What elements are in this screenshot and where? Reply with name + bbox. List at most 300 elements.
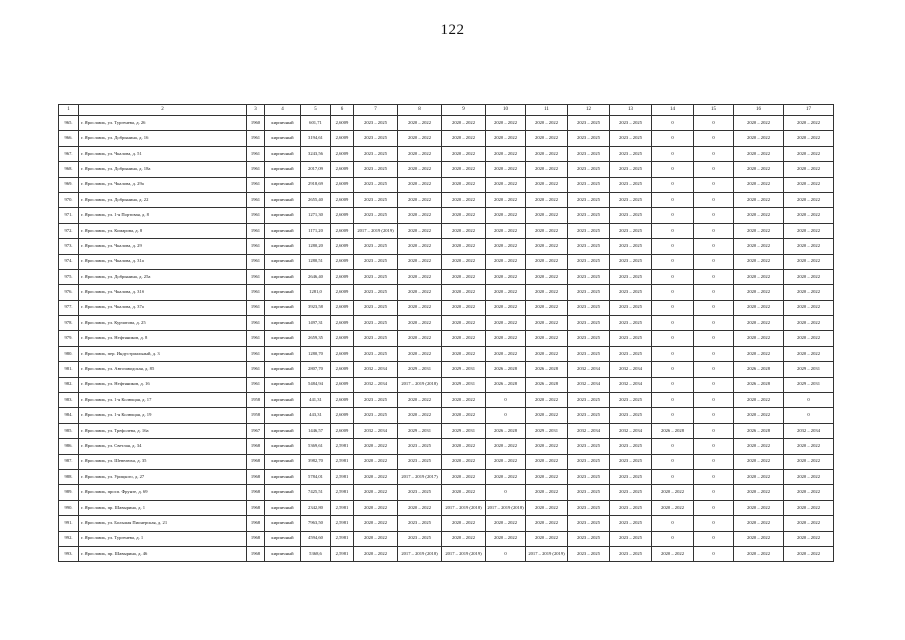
- coefficient-cell: 2,6009: [331, 377, 354, 392]
- period-col-10-cell: 2020 – 2022: [486, 300, 526, 315]
- wall-material-cell: кирпичный: [265, 192, 301, 207]
- period-col-15-cell: 0: [694, 254, 734, 269]
- address-cell: г. Ярославль, ул. Большая Пионерская, д. 21: [79, 516, 247, 531]
- period-col-8-cell: 2017 – 2019 (2018): [398, 377, 442, 392]
- address-cell: г. Ярославль, ул. Светлая, д. 34: [79, 439, 247, 454]
- period-col-7-cell: 2023 – 2025: [354, 239, 398, 254]
- period-col-7-cell: 2020 – 2022: [354, 546, 398, 561]
- year-built-cell: 1961: [247, 177, 265, 192]
- area-cell: 3982,70: [301, 454, 331, 469]
- column-number-2: 2: [79, 105, 247, 116]
- year-built-cell: 1961: [247, 239, 265, 254]
- column-number-1: 1: [59, 105, 79, 116]
- period-col-7-cell: 2023 – 2025: [354, 408, 398, 423]
- period-col-13-cell: 2023 – 2025: [610, 408, 652, 423]
- column-number-17: 17: [784, 105, 834, 116]
- year-built-cell: 1961: [247, 254, 265, 269]
- table-row: [59, 177, 834, 192]
- column-number-7: 7: [354, 105, 398, 116]
- coefficient-cell: 2,5981: [331, 454, 354, 469]
- period-col-16-cell: 2020 – 2022: [734, 469, 784, 484]
- period-col-13-cell: 2023 – 2025: [610, 300, 652, 315]
- period-col-13-cell: 2023 – 2025: [610, 131, 652, 146]
- table-row: [59, 516, 834, 531]
- period-col-12-cell: 2023 – 2025: [568, 146, 610, 161]
- period-col-10-cell: 2020 – 2022: [486, 146, 526, 161]
- period-col-9-cell: 2017 – 2019 (2018): [442, 500, 486, 515]
- period-col-17-cell: 2020 – 2022: [784, 331, 834, 346]
- period-col-17-cell: 2020 – 2022: [784, 208, 834, 223]
- period-col-13-cell: 2023 – 2025: [610, 239, 652, 254]
- table-row: [59, 316, 834, 331]
- coefficient-cell: 2,5981: [331, 439, 354, 454]
- period-col-10-cell: 2020 – 2022: [486, 239, 526, 254]
- area-cell: 3194,61: [301, 131, 331, 146]
- period-col-16-cell: 2020 – 2022: [734, 208, 784, 223]
- period-col-10-cell: 2020 – 2022: [486, 454, 526, 469]
- address-cell: г. Ярославль, ул. Чкалова, д. 29: [79, 239, 247, 254]
- year-built-cell: 1961: [247, 316, 265, 331]
- period-col-14-cell: 0: [652, 116, 694, 131]
- year-built-cell: 1960: [247, 116, 265, 131]
- period-col-8-cell: 2020 – 2022: [398, 331, 442, 346]
- row-number-cell: 984.: [59, 408, 79, 423]
- period-col-7-cell: 2023 – 2025: [354, 254, 398, 269]
- period-col-16-cell: 2020 – 2022: [734, 116, 784, 131]
- period-col-9-cell: 2020 – 2022: [442, 254, 486, 269]
- period-col-10-cell: 2017 – 2019 (2018): [486, 500, 526, 515]
- table-row: [59, 146, 834, 161]
- period-col-15-cell: 0: [694, 116, 734, 131]
- year-built-cell: 1968: [247, 546, 265, 561]
- wall-material-cell: кирпичный: [265, 331, 301, 346]
- coefficient-cell: 2,6009: [331, 116, 354, 131]
- area-cell: 5368,6: [301, 546, 331, 561]
- period-col-14-cell: 0: [652, 393, 694, 408]
- period-col-8-cell: 2020 – 2022: [398, 177, 442, 192]
- period-col-17-cell: 2020 – 2022: [784, 469, 834, 484]
- period-col-15-cell: 0: [694, 546, 734, 561]
- address-cell: г. Ярославль, ул. Чкалова, д. 51: [79, 146, 247, 161]
- period-col-7-cell: 2032 – 2034: [354, 377, 398, 392]
- period-col-7-cell: 2023 – 2025: [354, 393, 398, 408]
- area-cell: 443,31: [301, 408, 331, 423]
- row-number-cell: 979.: [59, 331, 79, 346]
- period-col-16-cell: 2020 – 2022: [734, 516, 784, 531]
- period-col-7-cell: 2020 – 2022: [354, 439, 398, 454]
- address-cell: г. Ярославль, пр. Шавырина, д. 1: [79, 500, 247, 515]
- row-number-cell: 981.: [59, 362, 79, 377]
- period-col-12-cell: 2023 – 2025: [568, 531, 610, 546]
- period-col-15-cell: 0: [694, 285, 734, 300]
- period-col-9-cell: 2020 – 2022: [442, 116, 486, 131]
- year-built-cell: 1968: [247, 531, 265, 546]
- row-number-cell: 972.: [59, 223, 79, 238]
- period-col-12-cell: 2023 – 2025: [568, 485, 610, 500]
- year-built-cell: 1958: [247, 408, 265, 423]
- year-built-cell: 1961: [247, 162, 265, 177]
- period-col-9-cell: 2017 – 2019 (2019): [442, 546, 486, 561]
- wall-material-cell: кирпичный: [265, 454, 301, 469]
- period-col-11-cell: 2020 – 2022: [526, 531, 568, 546]
- period-col-10-cell: 2026 – 2028: [486, 362, 526, 377]
- row-number-cell: 983.: [59, 393, 79, 408]
- row-number-cell: 968.: [59, 162, 79, 177]
- table-row: [59, 546, 834, 561]
- coefficient-cell: 2,5981: [331, 516, 354, 531]
- period-col-7-cell: 2023 – 2025: [354, 146, 398, 161]
- period-col-7-cell: 2020 – 2022: [354, 469, 398, 484]
- period-col-16-cell: 2020 – 2022: [734, 531, 784, 546]
- period-col-17-cell: 2020 – 2022: [784, 177, 834, 192]
- address-cell: г. Ярославль, пр. Шавырина, д. 46: [79, 546, 247, 561]
- period-col-12-cell: 2023 – 2025: [568, 346, 610, 361]
- period-col-11-cell: 2020 – 2022: [526, 408, 568, 423]
- address-cell: г. Ярославль, ул. 1-я Колющая, д. 19: [79, 408, 247, 423]
- period-col-12-cell: 2023 – 2025: [568, 208, 610, 223]
- period-col-14-cell: 0: [652, 239, 694, 254]
- page-number: 122: [440, 22, 465, 38]
- address-cell: г. Ярославль, ул. Чкалова, д. 29а: [79, 177, 247, 192]
- period-col-11-cell: 2020 – 2022: [526, 162, 568, 177]
- area-cell: 2655,40: [301, 192, 331, 207]
- area-cell: 5369,61: [301, 439, 331, 454]
- period-col-12-cell: 2023 – 2025: [568, 131, 610, 146]
- wall-material-cell: кирпичный: [265, 223, 301, 238]
- period-col-17-cell: 2020 – 2022: [784, 454, 834, 469]
- period-col-7-cell: 2023 – 2025: [354, 331, 398, 346]
- period-col-8-cell: 2020 – 2022: [398, 269, 442, 284]
- year-built-cell: 1961: [247, 331, 265, 346]
- table-row: [59, 346, 834, 361]
- period-col-7-cell: 2032 – 2034: [354, 362, 398, 377]
- period-col-15-cell: 0: [694, 316, 734, 331]
- period-col-13-cell: 2023 – 2025: [610, 331, 652, 346]
- wall-material-cell: кирпичный: [265, 469, 301, 484]
- address-cell: г. Ярославль, ул. Тургенева, д. 26: [79, 116, 247, 131]
- table-row: [59, 393, 834, 408]
- period-col-13-cell: 2023 – 2025: [610, 285, 652, 300]
- row-number-cell: 971.: [59, 208, 79, 223]
- column-number-3: 3: [247, 105, 265, 116]
- period-col-15-cell: 0: [694, 362, 734, 377]
- period-col-16-cell: 2020 – 2022: [734, 177, 784, 192]
- period-col-15-cell: 0: [694, 377, 734, 392]
- period-col-14-cell: 0: [652, 300, 694, 315]
- period-col-17-cell: 2020 – 2022: [784, 485, 834, 500]
- period-col-7-cell: 2023 – 2025: [354, 300, 398, 315]
- period-col-17-cell: 2020 – 2022: [784, 546, 834, 561]
- coefficient-cell: 2,6009: [331, 239, 354, 254]
- period-col-13-cell: 2023 – 2025: [610, 500, 652, 515]
- period-col-16-cell: 2020 – 2022: [734, 408, 784, 423]
- wall-material-cell: кирпичный: [265, 146, 301, 161]
- period-col-12-cell: 2023 – 2025: [568, 285, 610, 300]
- period-col-17-cell: 2020 – 2022: [784, 116, 834, 131]
- period-col-9-cell: 2020 – 2022: [442, 269, 486, 284]
- period-col-7-cell: 2032 – 2034: [354, 423, 398, 438]
- period-col-11-cell: 2020 – 2022: [526, 485, 568, 500]
- period-col-15-cell: 0: [694, 192, 734, 207]
- period-col-13-cell: 2023 – 2025: [610, 116, 652, 131]
- table-row: [59, 362, 834, 377]
- period-col-13-cell: 2023 – 2025: [610, 146, 652, 161]
- period-col-11-cell: 2026 – 2028: [526, 362, 568, 377]
- period-col-15-cell: 0: [694, 408, 734, 423]
- period-col-16-cell: 2020 – 2022: [734, 485, 784, 500]
- period-col-14-cell: 2020 – 2022: [652, 500, 694, 515]
- period-col-16-cell: 2020 – 2022: [734, 285, 784, 300]
- period-col-15-cell: 0: [694, 239, 734, 254]
- period-col-10-cell: 2020 – 2022: [486, 208, 526, 223]
- period-col-13-cell: 2023 – 2025: [610, 223, 652, 238]
- address-cell: г. Ярославль, ул. Трефолева, д. 16а: [79, 423, 247, 438]
- period-col-9-cell: 2020 – 2022: [442, 162, 486, 177]
- period-col-13-cell: 2032 – 2034: [610, 362, 652, 377]
- period-col-10-cell: 2020 – 2022: [486, 285, 526, 300]
- period-col-13-cell: 2023 – 2025: [610, 546, 652, 561]
- period-col-14-cell: 0: [652, 285, 694, 300]
- period-col-7-cell: 2020 – 2022: [354, 500, 398, 515]
- period-col-17-cell: 2020 – 2022: [784, 285, 834, 300]
- period-col-7-cell: 2023 – 2025: [354, 285, 398, 300]
- table-row: [59, 254, 834, 269]
- address-cell: г. Ярославль, ул. Урицкого, д. 27: [79, 469, 247, 484]
- period-col-11-cell: 2020 – 2022: [526, 177, 568, 192]
- period-col-14-cell: 0: [652, 454, 694, 469]
- period-col-14-cell: 0: [652, 439, 694, 454]
- column-number-13: 13: [610, 105, 652, 116]
- period-col-14-cell: 2026 – 2028: [652, 423, 694, 438]
- period-col-16-cell: 2020 – 2022: [734, 439, 784, 454]
- period-col-14-cell: 0: [652, 162, 694, 177]
- coefficient-cell: 2,6009: [331, 269, 354, 284]
- address-cell: г. Ярославль, ул. Добрынина, д. 16: [79, 131, 247, 146]
- column-number-12: 12: [568, 105, 610, 116]
- period-col-7-cell: 2020 – 2022: [354, 454, 398, 469]
- period-col-11-cell: 2020 – 2022: [526, 208, 568, 223]
- period-col-14-cell: 0: [652, 223, 694, 238]
- period-col-12-cell: 2023 – 2025: [568, 469, 610, 484]
- period-col-12-cell: 2023 – 2025: [568, 500, 610, 515]
- period-col-10-cell: 2020 – 2022: [486, 162, 526, 177]
- period-col-16-cell: 2020 – 2022: [734, 254, 784, 269]
- period-col-8-cell: 2020 – 2022: [398, 116, 442, 131]
- period-col-15-cell: 0: [694, 177, 734, 192]
- coefficient-cell: 2,6009: [331, 223, 354, 238]
- coefficient-cell: 2,6009: [331, 408, 354, 423]
- area-cell: 2646,40: [301, 269, 331, 284]
- period-col-17-cell: 2020 – 2022: [784, 300, 834, 315]
- period-col-16-cell: 2020 – 2022: [734, 300, 784, 315]
- address-cell: г. Ярославль, ул. Нефтяников, д. 16: [79, 377, 247, 392]
- column-number-16: 16: [734, 105, 784, 116]
- period-col-7-cell: 2023 – 2025: [354, 316, 398, 331]
- table-row: [59, 269, 834, 284]
- period-col-11-cell: 2020 – 2022: [526, 300, 568, 315]
- column-number-row: [59, 105, 834, 116]
- period-col-10-cell: 0: [486, 393, 526, 408]
- period-col-11-cell: 2020 – 2022: [526, 316, 568, 331]
- period-col-7-cell: 2023 – 2025: [354, 346, 398, 361]
- period-col-16-cell: 2020 – 2022: [734, 316, 784, 331]
- period-col-14-cell: 0: [652, 531, 694, 546]
- period-col-7-cell: 2020 – 2022: [354, 485, 398, 500]
- wall-material-cell: кирпичный: [265, 485, 301, 500]
- period-col-9-cell: 2020 – 2022: [442, 192, 486, 207]
- area-cell: 2918,69: [301, 177, 331, 192]
- period-col-12-cell: 2023 – 2025: [568, 331, 610, 346]
- period-col-15-cell: 0: [694, 531, 734, 546]
- period-col-16-cell: 2020 – 2022: [734, 393, 784, 408]
- area-cell: 1281,0: [301, 285, 331, 300]
- period-col-9-cell: 2020 – 2022: [442, 177, 486, 192]
- address-cell: г. Ярославль, пер. Индустриальный, д. 3: [79, 346, 247, 361]
- area-cell: 1446,57: [301, 423, 331, 438]
- period-col-16-cell: 2020 – 2022: [734, 346, 784, 361]
- period-col-11-cell: 2020 – 2022: [526, 393, 568, 408]
- period-col-14-cell: 2020 – 2022: [652, 485, 694, 500]
- period-col-9-cell: 2029 – 2031: [442, 423, 486, 438]
- period-col-16-cell: 2020 – 2022: [734, 546, 784, 561]
- column-number-9: 9: [442, 105, 486, 116]
- period-col-15-cell: 0: [694, 346, 734, 361]
- row-number-cell: 967.: [59, 146, 79, 161]
- period-col-15-cell: 0: [694, 146, 734, 161]
- period-col-13-cell: 2023 – 2025: [610, 208, 652, 223]
- period-col-13-cell: 2023 – 2025: [610, 162, 652, 177]
- period-col-14-cell: 0: [652, 469, 694, 484]
- period-col-10-cell: 2020 – 2022: [486, 177, 526, 192]
- period-col-14-cell: 0: [652, 131, 694, 146]
- period-col-17-cell: 2020 – 2022: [784, 346, 834, 361]
- period-col-14-cell: 0: [652, 408, 694, 423]
- period-col-12-cell: 2023 – 2025: [568, 300, 610, 315]
- row-number-cell: 975.: [59, 269, 79, 284]
- table-row: [59, 469, 834, 484]
- row-number-cell: 974.: [59, 254, 79, 269]
- period-col-17-cell: 0: [784, 393, 834, 408]
- row-number-cell: 976.: [59, 285, 79, 300]
- period-col-9-cell: 2020 – 2022: [442, 223, 486, 238]
- year-built-cell: 1968: [247, 500, 265, 515]
- address-cell: г. Ярославль, ул. Чкалова, д. 31а: [79, 254, 247, 269]
- coefficient-cell: 2,6009: [331, 131, 354, 146]
- period-col-17-cell: 2020 – 2022: [784, 146, 834, 161]
- year-built-cell: 1961: [247, 269, 265, 284]
- address-cell: г. Ярославль, ул. Тургенева, д. 1: [79, 531, 247, 546]
- period-col-12-cell: 2023 – 2025: [568, 254, 610, 269]
- period-col-15-cell: 0: [694, 516, 734, 531]
- period-col-17-cell: 2020 – 2022: [784, 500, 834, 515]
- period-col-13-cell: 2023 – 2025: [610, 454, 652, 469]
- period-col-17-cell: 2029 – 2031: [784, 362, 834, 377]
- period-col-13-cell: 2023 – 2025: [610, 316, 652, 331]
- period-col-9-cell: 2020 – 2022: [442, 516, 486, 531]
- area-cell: 2342,80: [301, 500, 331, 515]
- period-col-12-cell: 2032 – 2034: [568, 362, 610, 377]
- coefficient-cell: 2,5981: [331, 531, 354, 546]
- period-col-11-cell: 2020 – 2022: [526, 192, 568, 207]
- period-col-13-cell: 2023 – 2025: [610, 269, 652, 284]
- period-col-8-cell: 2029 – 2031: [398, 423, 442, 438]
- area-cell: 1280,70: [301, 346, 331, 361]
- period-col-14-cell: 0: [652, 269, 694, 284]
- year-built-cell: 1961: [247, 131, 265, 146]
- period-col-10-cell: 2026 – 2028: [486, 377, 526, 392]
- period-col-9-cell: 2029 – 2031: [442, 362, 486, 377]
- row-number-cell: 965.: [59, 116, 79, 131]
- address-cell: г. Ярославль, ул. Добрынина, д. 22: [79, 192, 247, 207]
- period-col-11-cell: 2020 – 2022: [526, 469, 568, 484]
- period-col-17-cell: 2020 – 2022: [784, 254, 834, 269]
- period-col-10-cell: 2020 – 2022: [486, 316, 526, 331]
- period-col-16-cell: 2020 – 2022: [734, 162, 784, 177]
- period-col-16-cell: 2020 – 2022: [734, 131, 784, 146]
- period-col-17-cell: 2020 – 2022: [784, 316, 834, 331]
- period-col-15-cell: 0: [694, 469, 734, 484]
- coefficient-cell: 2,6009: [331, 331, 354, 346]
- period-col-8-cell: 2020 – 2022: [398, 208, 442, 223]
- table-row: [59, 285, 834, 300]
- table-row: [59, 531, 834, 546]
- table-row: [59, 439, 834, 454]
- wall-material-cell: кирпичный: [265, 362, 301, 377]
- period-col-9-cell: 2020 – 2022: [442, 531, 486, 546]
- period-col-9-cell: 2020 – 2022: [442, 239, 486, 254]
- table-row: [59, 116, 834, 131]
- column-number-6: 6: [331, 105, 354, 116]
- table-body: [59, 116, 834, 562]
- coefficient-cell: 2,6009: [331, 177, 354, 192]
- period-col-7-cell: 2020 – 2022: [354, 531, 398, 546]
- period-col-13-cell: 2032 – 2034: [610, 377, 652, 392]
- row-number-cell: 969.: [59, 177, 79, 192]
- year-built-cell: 1961: [247, 362, 265, 377]
- row-number-cell: 978.: [59, 316, 79, 331]
- period-col-9-cell: 2020 – 2022: [442, 316, 486, 331]
- year-built-cell: 1961: [247, 192, 265, 207]
- table-row: [59, 500, 834, 515]
- wall-material-cell: кирпичный: [265, 531, 301, 546]
- period-col-8-cell: 2029 – 2031: [398, 362, 442, 377]
- year-built-cell: 1967: [247, 423, 265, 438]
- period-col-10-cell: 2020 – 2022: [486, 131, 526, 146]
- period-col-9-cell: 2020 – 2022: [442, 331, 486, 346]
- period-col-10-cell: 2020 – 2022: [486, 223, 526, 238]
- wall-material-cell: кирпичный: [265, 408, 301, 423]
- coefficient-cell: 2,6009: [331, 362, 354, 377]
- area-cell: 2017,09: [301, 162, 331, 177]
- period-col-12-cell: 2023 – 2025: [568, 223, 610, 238]
- year-built-cell: 1961: [247, 285, 265, 300]
- period-col-9-cell: 2020 – 2022: [442, 346, 486, 361]
- period-col-16-cell: 2020 – 2022: [734, 192, 784, 207]
- period-col-8-cell: 2020 – 2022: [398, 346, 442, 361]
- area-cell: 5484,94: [301, 377, 331, 392]
- period-col-10-cell: 2020 – 2022: [486, 516, 526, 531]
- row-number-cell: 970.: [59, 192, 79, 207]
- address-cell: г. Ярославль, ул. Шевелюха, д. 35: [79, 454, 247, 469]
- row-number-cell: 966.: [59, 131, 79, 146]
- period-col-15-cell: 0: [694, 131, 734, 146]
- period-col-7-cell: 2023 – 2025: [354, 131, 398, 146]
- wall-material-cell: кирпичный: [265, 546, 301, 561]
- period-col-14-cell: 2020 – 2022: [652, 546, 694, 561]
- area-cell: 5784,01: [301, 469, 331, 484]
- period-col-17-cell: 2020 – 2022: [784, 223, 834, 238]
- period-col-12-cell: 2023 – 2025: [568, 116, 610, 131]
